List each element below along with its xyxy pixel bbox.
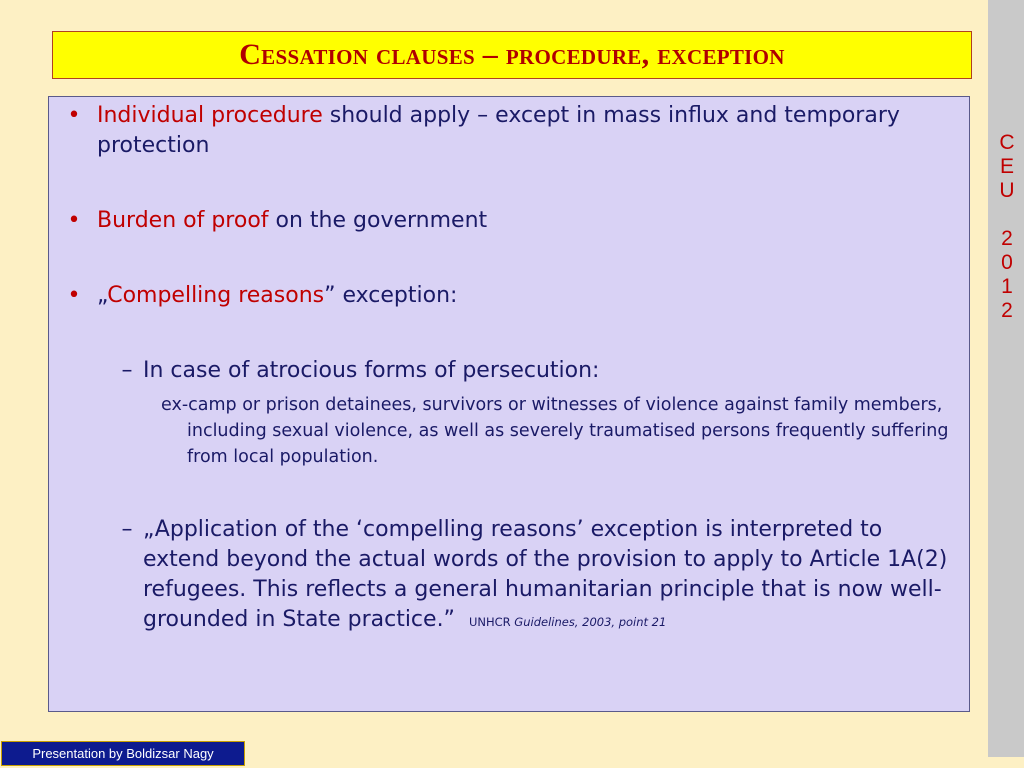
- side-strip: [988, 0, 1024, 757]
- side-letter: C: [999, 131, 1015, 154]
- citation-title: Guidelines,: [514, 615, 579, 629]
- side-digit: 1: [1001, 275, 1013, 298]
- bullet-highlight: Compelling reasons: [107, 283, 325, 308]
- bullet-highlight: Individual procedure: [97, 103, 323, 128]
- side-label: [990, 131, 1024, 323]
- bullet-text: [97, 206, 939, 236]
- citation-rest: 2003, point 21: [582, 615, 667, 629]
- quote-body: „Application of the ‘compelling reasons’ exception is interpreted to extend beyond the actual words of the provision to apply to Article 1A(2) refugees. This reflects a general humanitarian principle that is now well-grounded in State practice.”: [143, 517, 948, 632]
- side-digit: 2: [1001, 299, 1013, 322]
- sub-bullet-marker: –: [121, 358, 133, 383]
- detail-text: ex-camp or prison detainees, survivors or witnesses of violence against family members, including sexual violence, as well as severely traumatised persons frequently suffering from local population.: [161, 395, 949, 467]
- title-box: [52, 31, 972, 79]
- bullet-rest: should apply – except in mass influx and temporary protection: [97, 103, 900, 158]
- sub-bullet-marker: –: [121, 517, 133, 542]
- bullet-marker: •: [67, 283, 81, 308]
- bullet-marker: •: [67, 103, 81, 128]
- bullet-text: [97, 281, 939, 311]
- citation: [469, 615, 666, 629]
- bullet-item: [59, 206, 939, 236]
- citation-source: UNHCR: [468, 615, 511, 629]
- bullet-item: [59, 101, 939, 161]
- bullet-prefix: „: [97, 283, 108, 308]
- bullet-highlight: Burden of proof: [97, 208, 269, 233]
- footer-credit: [1, 741, 245, 766]
- side-gap: [990, 203, 1024, 227]
- quote-text: [143, 515, 960, 635]
- sub-bullet-item: [115, 356, 960, 386]
- bullet-rest: on the government: [268, 208, 488, 233]
- bullet-rest: ” exception:: [324, 283, 458, 308]
- side-digit: 0: [1001, 251, 1013, 274]
- sub-bullet-text: In case of atrocious forms of persecution:: [143, 358, 600, 383]
- bullet-text: [97, 101, 939, 161]
- side-letter: U: [999, 179, 1015, 202]
- content-box: [48, 96, 970, 712]
- slide-title: Cessation clauses – procedure, exception: [239, 38, 785, 71]
- sub-bullet-item: [115, 515, 960, 635]
- footer-text: Presentation by Boldizsar Nagy: [32, 746, 214, 761]
- bullet-item: [59, 281, 939, 311]
- side-digit: 2: [1001, 227, 1013, 250]
- bullet-marker: •: [67, 208, 81, 233]
- side-letter: E: [999, 155, 1014, 178]
